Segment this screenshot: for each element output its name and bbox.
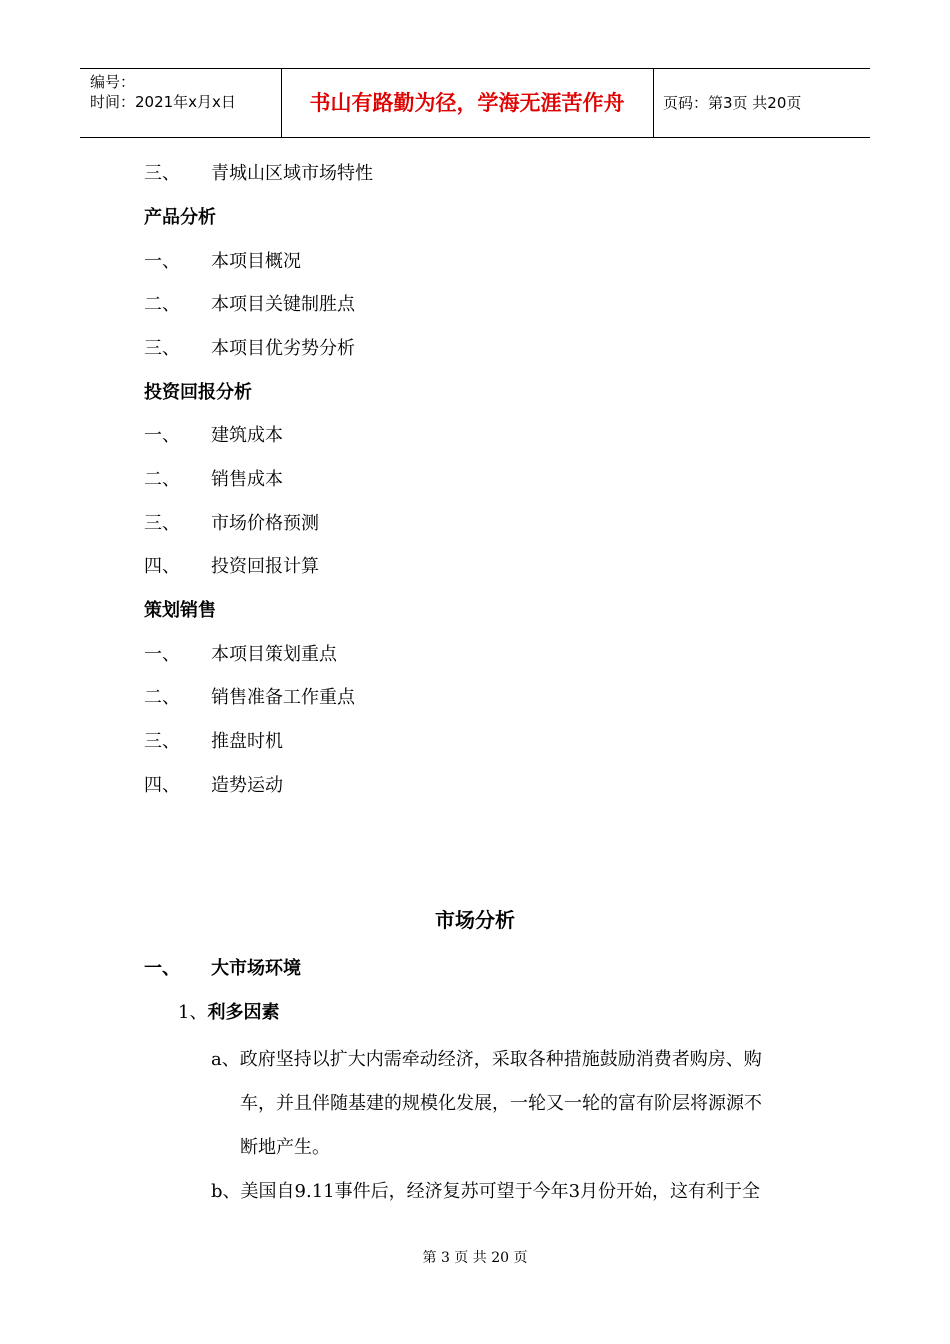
paragraph-line: b、美国自9.11事件后，经济复苏可望于今年3月份开始，这有利于全 bbox=[211, 1181, 761, 1202]
toc-item-text: 造势运动 bbox=[211, 775, 283, 796]
toc-item-number: 二、 bbox=[144, 687, 180, 708]
subsection-text: 利多因素 bbox=[207, 1002, 280, 1023]
toc-item-text: 销售准备工作重点 bbox=[211, 687, 355, 708]
toc-item-text: 本项目优劣势分析 bbox=[211, 338, 355, 359]
paragraph-line: 车，并且伴随基建的规模化发展，一轮又一轮的富有阶层将源源不 bbox=[240, 1093, 762, 1114]
toc-item-number: 三、 bbox=[144, 731, 180, 752]
paragraph-line: 断地产生。 bbox=[240, 1137, 330, 1158]
page-footer: 第 3 页 共 20 页 bbox=[422, 1250, 528, 1266]
toc-item-number: 一、 bbox=[144, 644, 180, 665]
chapter-number: 一、 bbox=[144, 958, 180, 979]
document-number-label: 编号： bbox=[90, 73, 136, 91]
toc-item-number: 四、 bbox=[144, 775, 180, 796]
toc-item-number: 三、 bbox=[144, 163, 180, 184]
chapter-text: 大市场环境 bbox=[211, 958, 301, 979]
toc-section-title: 策划销售 bbox=[144, 600, 216, 621]
toc-item-number: 三、 bbox=[144, 513, 180, 534]
toc-item-text: 推盘时机 bbox=[211, 731, 283, 752]
paragraph-line: a、政府坚持以扩大内需牵动经济，采取各种措施鼓励消费者购房、购 bbox=[211, 1049, 762, 1070]
toc-item-text: 本项目关键制胜点 bbox=[211, 294, 355, 315]
toc-item-text: 建筑成本 bbox=[211, 425, 283, 446]
toc-item-text: 市场价格预测 bbox=[211, 513, 319, 534]
toc-item-text: 本项目概况 bbox=[211, 251, 301, 272]
toc-item-number: 二、 bbox=[144, 294, 180, 315]
toc-section-title: 投资回报分析 bbox=[144, 382, 252, 403]
toc-item-text: 青城山区域市场特性 bbox=[211, 163, 373, 184]
section-heading: 市场分析 bbox=[435, 908, 515, 932]
toc-section-title: 产品分析 bbox=[144, 207, 216, 228]
header-page-info: 页码：第3页 共20页 bbox=[663, 94, 802, 112]
subsection-title bbox=[178, 998, 279, 1024]
toc-item-text: 销售成本 bbox=[211, 469, 283, 490]
header-meta-cell bbox=[80, 69, 282, 137]
toc-item-text: 投资回报计算 bbox=[211, 556, 319, 577]
header-motto: 书山有路勤为径，学海无涯苦作舟 bbox=[281, 69, 654, 137]
toc-item-number: 一、 bbox=[144, 251, 180, 272]
toc-item-number: 二、 bbox=[144, 469, 180, 490]
toc-item-number: 三、 bbox=[144, 338, 180, 359]
page-header bbox=[80, 68, 870, 138]
toc-item-text: 本项目策划重点 bbox=[211, 644, 337, 665]
subsection-number: 1、 bbox=[178, 1002, 208, 1023]
document-date: 时间：2021年x月x日 bbox=[90, 93, 236, 111]
toc-item-number: 一、 bbox=[144, 425, 180, 446]
toc-item-number: 四、 bbox=[144, 556, 180, 577]
